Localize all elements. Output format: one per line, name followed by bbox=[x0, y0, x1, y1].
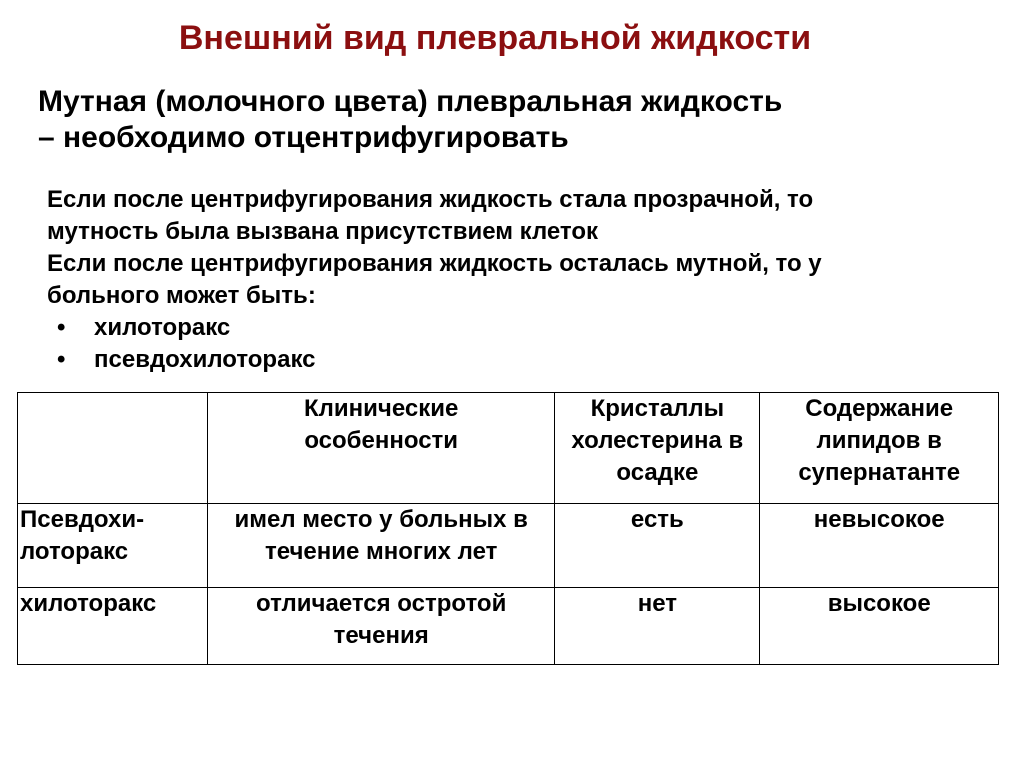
table-row bbox=[18, 504, 999, 588]
body-line-3: Если после центрифугирования жидкость осталась мутной, то у bbox=[47, 250, 822, 277]
header-text: особенности bbox=[304, 427, 459, 454]
comparison-table bbox=[17, 392, 999, 665]
subtitle-line-2: – необходимо отцентрифугировать bbox=[38, 121, 569, 154]
header-cell-clinical bbox=[208, 393, 555, 504]
bullet-marker: • bbox=[57, 314, 66, 341]
header-text: Клинические bbox=[304, 395, 459, 422]
crystals-cell: нет bbox=[555, 588, 760, 665]
body-text bbox=[47, 184, 1007, 376]
header-text: липидов в bbox=[816, 427, 942, 454]
cell-text: отличается остротой bbox=[256, 590, 507, 617]
body-line-1: Если после центрифугирования жидкость стала прозрачной, то bbox=[47, 186, 814, 213]
cell-text: течение многих лет bbox=[264, 538, 498, 565]
table-header-row bbox=[18, 393, 999, 504]
bullet-text: хилоторакс bbox=[94, 314, 231, 341]
crystals-cell: есть bbox=[555, 504, 760, 588]
header-text: Кристаллы bbox=[590, 395, 725, 422]
slide-title: Внешний вид плевральной жидкости bbox=[178, 19, 812, 57]
clinical-cell bbox=[208, 588, 555, 665]
header-text: Содержание bbox=[805, 395, 954, 422]
bullet-list bbox=[47, 312, 1007, 376]
cell-text: течения bbox=[333, 622, 429, 649]
header-text: холестерина в bbox=[571, 427, 744, 454]
body-line-4: больного может быть: bbox=[47, 282, 316, 309]
bullet-item bbox=[47, 344, 1007, 376]
row-label-text: лоторакс bbox=[20, 538, 129, 565]
bullet-marker: • bbox=[57, 346, 66, 373]
table-row bbox=[18, 588, 999, 665]
lipids-cell: невысокое bbox=[760, 504, 999, 588]
header-cell-empty bbox=[18, 393, 208, 504]
subtitle bbox=[38, 84, 998, 156]
bullet-item bbox=[47, 312, 1007, 344]
bullet-text: псевдохилоторакс bbox=[94, 346, 316, 373]
row-label-text: Псевдохи- bbox=[20, 506, 145, 533]
cell-text: имел место у больных в bbox=[234, 506, 528, 533]
clinical-cell bbox=[208, 504, 555, 588]
row-label-cell bbox=[18, 588, 208, 665]
header-text: супернатанте bbox=[798, 459, 961, 486]
lipids-cell: высокое bbox=[760, 588, 999, 665]
row-label-cell bbox=[18, 504, 208, 588]
header-cell-crystals bbox=[555, 393, 760, 504]
header-text: осадке bbox=[616, 459, 699, 486]
header-cell-lipids bbox=[760, 393, 999, 504]
subtitle-line-1: Мутная (молочного цвета) плевральная жидкость bbox=[38, 85, 783, 118]
row-label-text: хилоторакс bbox=[20, 590, 157, 617]
body-line-2: мутность была вызвана присутствием клеток bbox=[47, 218, 599, 245]
